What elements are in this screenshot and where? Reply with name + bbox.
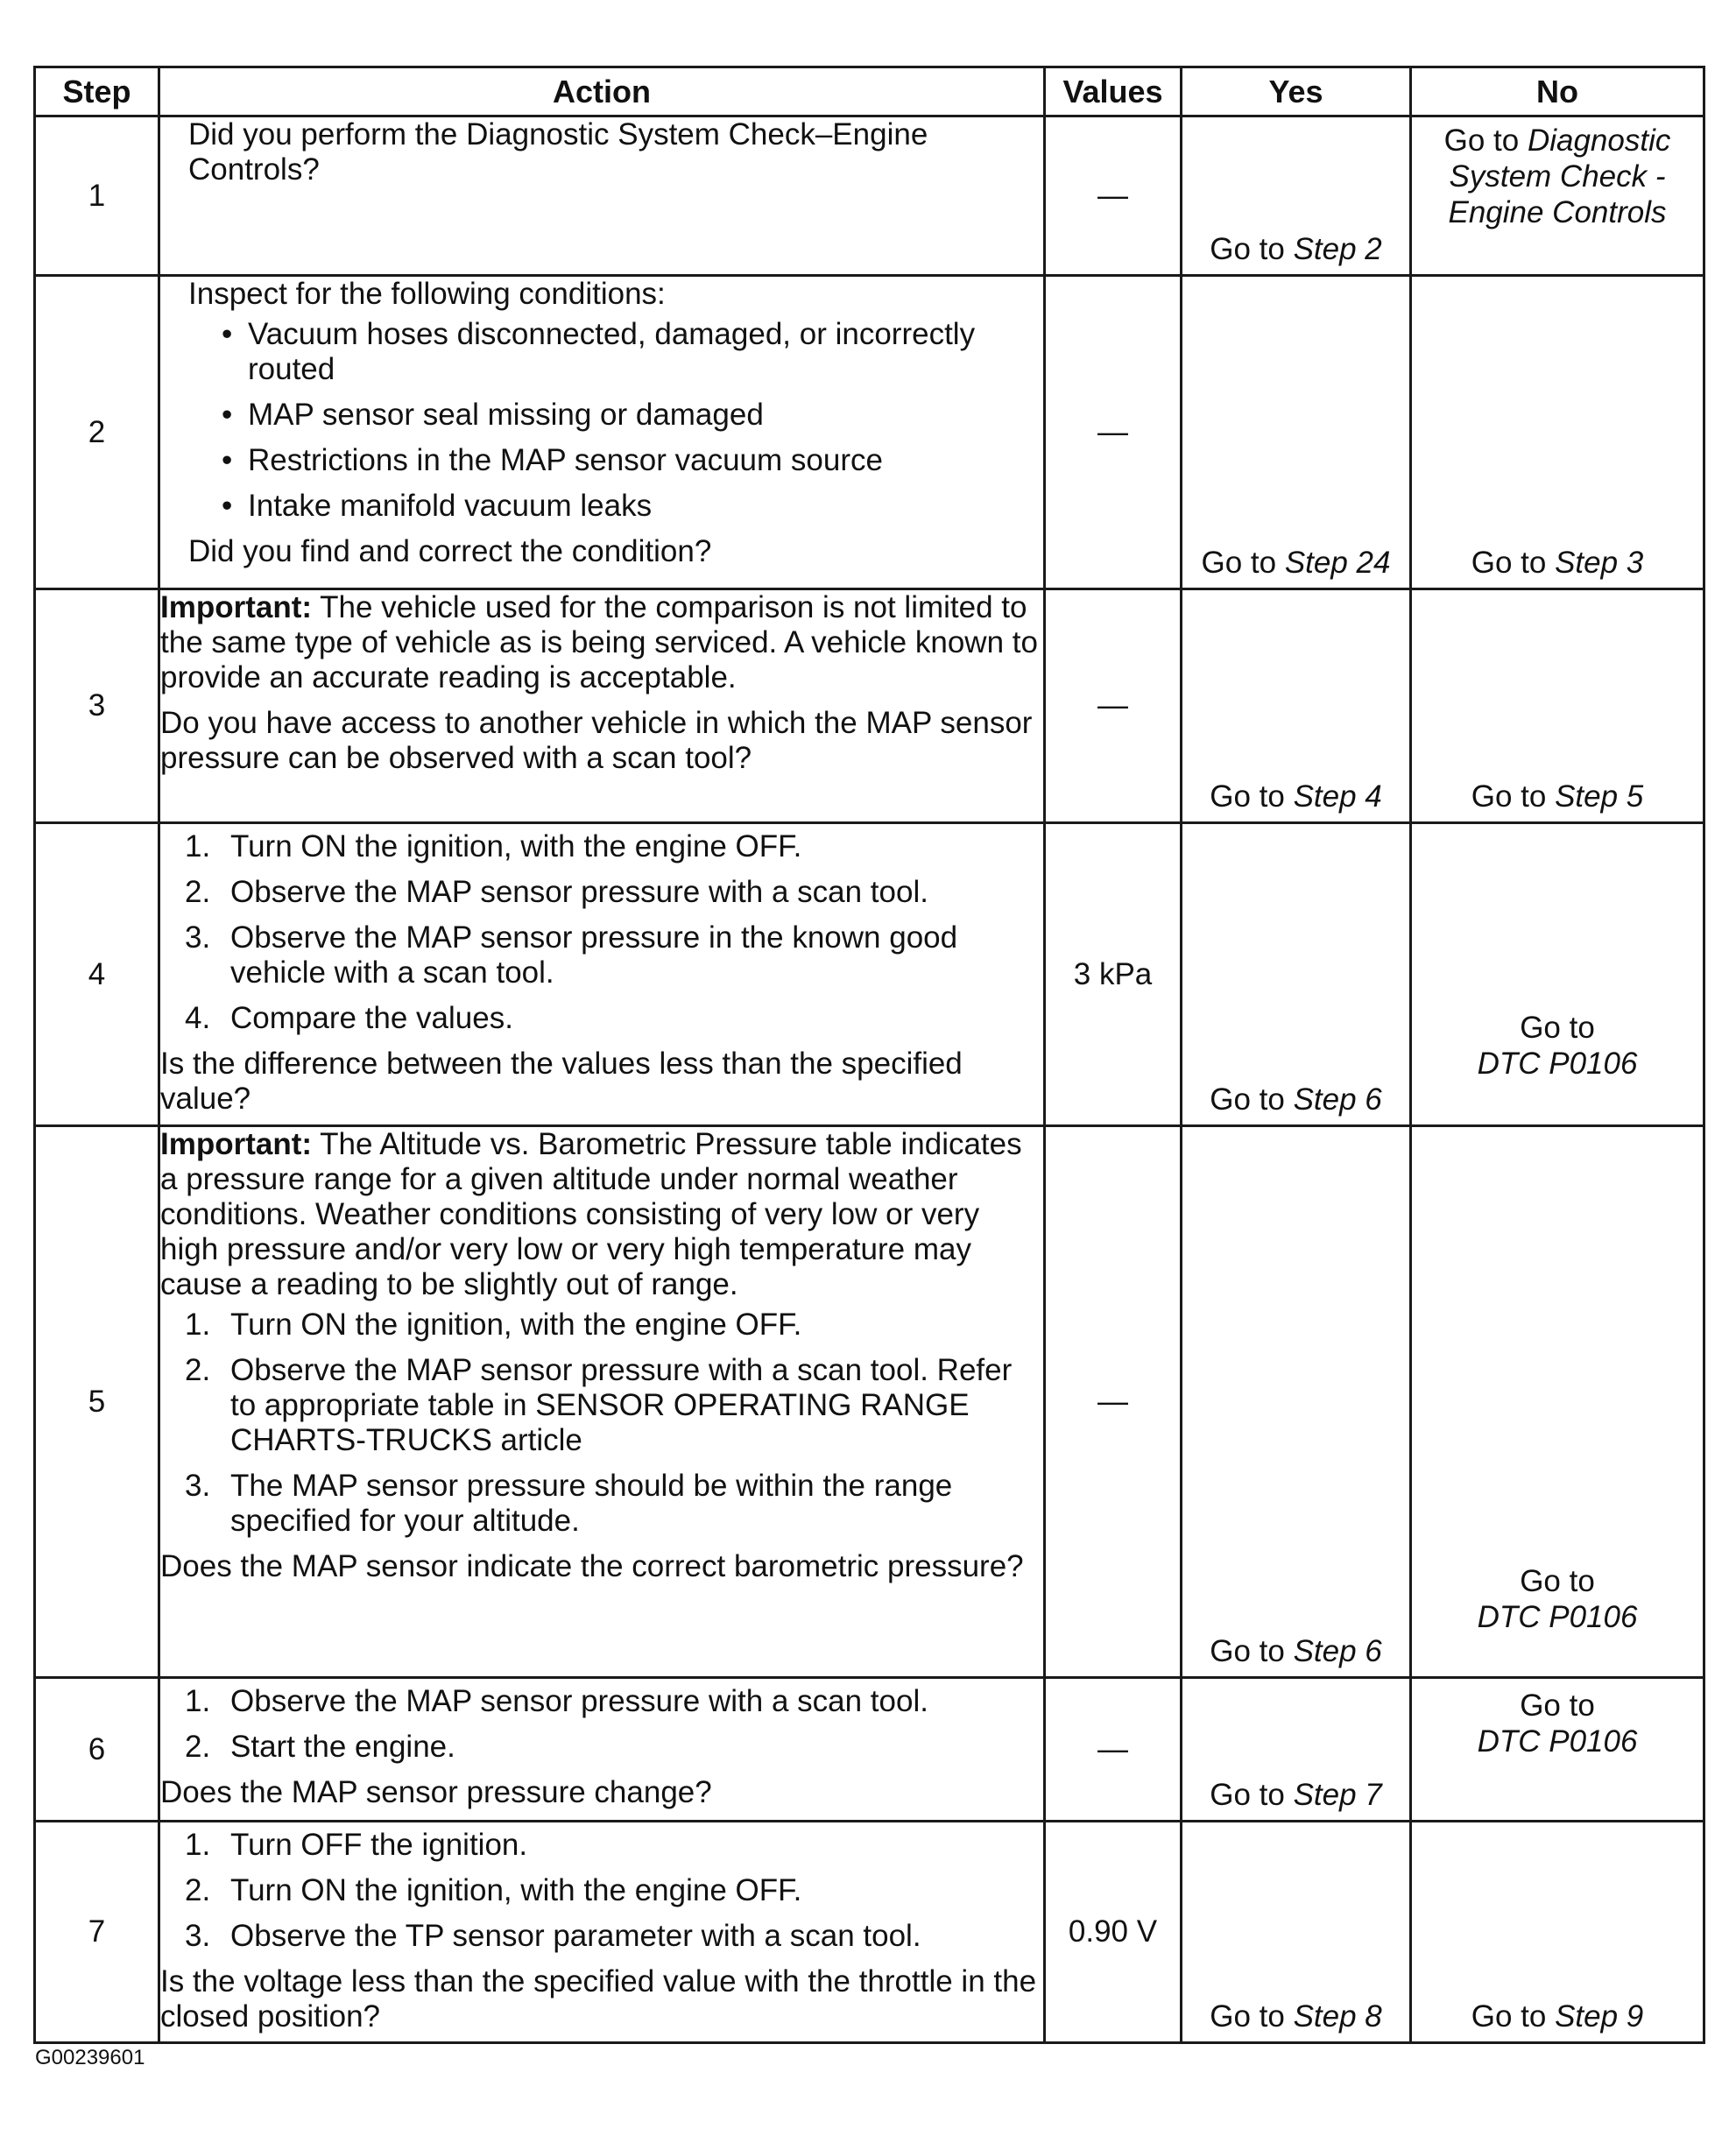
- no-prefix: Go to: [1520, 1011, 1595, 1045]
- table-row: [35, 1678, 1704, 1822]
- no-prefix: Go to: [1471, 1999, 1556, 2034]
- action-cell: [159, 589, 1045, 823]
- list-item: 1. Turn ON the ignition, with the engine OFF.: [185, 829, 802, 864]
- yes-cell: [1182, 589, 1411, 823]
- action-cell: [159, 276, 1045, 589]
- list-item: 2. Observe the MAP sensor pressure with a scan tool.: [185, 875, 928, 909]
- table-row: [35, 116, 1704, 276]
- no-link[interactable]: DTC P0106: [1477, 1724, 1638, 1759]
- yes-cell: [1182, 1126, 1411, 1678]
- no-cell: [1411, 1126, 1704, 1678]
- list-item: 2. Start the engine.: [185, 1730, 455, 1764]
- yes-cell: [1182, 823, 1411, 1126]
- figure-id: G00239601: [35, 2046, 145, 2069]
- no-cell: [1411, 1822, 1704, 2043]
- yes-prefix: Go to: [1210, 1082, 1294, 1117]
- no-cell: [1411, 1678, 1704, 1822]
- list-item: 3. Observe the TP sensor parameter with a scan tool.: [185, 1919, 921, 1953]
- list-item: • Restrictions in the MAP sensor vacuum source: [222, 443, 1043, 478]
- yes-link[interactable]: Step 6: [1293, 1634, 1382, 1668]
- no-cell: [1411, 589, 1704, 823]
- list-item: • Vacuum hoses disconnected, damaged, or incorrectly routed: [222, 317, 1043, 387]
- no-link[interactable]: Step 9: [1555, 1999, 1644, 2034]
- yes-prefix: Go to: [1201, 546, 1285, 580]
- step-number: 2: [35, 276, 159, 589]
- step-number: 7: [35, 1822, 159, 2043]
- header-step: Step: [35, 67, 159, 116]
- list-item: 3. The MAP sensor pressure should be within the range specified for your altitude.: [185, 1469, 953, 1538]
- value-cell: —: [1045, 276, 1182, 589]
- condition-list: [188, 317, 1043, 524]
- important-label: Important:: [160, 1127, 313, 1161]
- list-item: • MAP sensor seal missing or damaged: [222, 398, 1043, 433]
- step-number: 6: [35, 1678, 159, 1822]
- important-note: [160, 1127, 1043, 1302]
- important-label: Important:: [160, 590, 313, 624]
- header-yes: Yes: [1182, 67, 1411, 116]
- step-number: 1: [35, 116, 159, 276]
- list-item: 3. Observe the MAP sensor pressure in the known good vehicle with a scan tool.: [185, 920, 958, 990]
- no-cell: [1411, 116, 1704, 276]
- list-item: 1. Observe the MAP sensor pressure with a scan tool.: [185, 1684, 928, 1718]
- list-item: 2. Turn ON the ignition, with the engine OFF.: [185, 1873, 802, 1907]
- header-no: No: [1411, 67, 1704, 116]
- list-item: 1. Turn OFF the ignition.: [185, 1828, 528, 1862]
- important-note: [160, 590, 1043, 695]
- value-cell: —: [1045, 1678, 1182, 1822]
- action-question: Do you have access to another vehicle in which the MAP sensor pressure can be observed with a scan tool?: [160, 706, 1033, 775]
- yes-cell: [1182, 1678, 1411, 1822]
- diagnostic-table: [33, 66, 1705, 2044]
- yes-prefix: Go to: [1210, 779, 1294, 814]
- value-cell: —: [1045, 116, 1182, 276]
- value-cell: 3 kPa: [1045, 823, 1182, 1126]
- list-item: 1. Turn ON the ignition, with the engine OFF.: [185, 1308, 802, 1342]
- table-row: [35, 1126, 1704, 1678]
- value-cell: 0.90 V: [1045, 1822, 1182, 2043]
- header-action: Action: [159, 67, 1045, 116]
- important-text: The Altitude vs. Barometric Pressure table indicates a pressure range for a given altitude under normal weather conditions. Weather conditions consisting of very low or very high pressure and/or very low or very high temperature may cause a reading to be slightly out of range.: [160, 1127, 1022, 1301]
- action-question: Does the MAP sensor indicate the correct barometric pressure?: [160, 1549, 1024, 1583]
- no-prefix: Go to: [1520, 1688, 1595, 1723]
- action-question: Did you find and correct the condition?: [188, 534, 712, 568]
- no-link[interactable]: Diagnostic System Check - Engine Controls: [1448, 123, 1671, 229]
- no-prefix: Go to: [1471, 546, 1556, 580]
- yes-link[interactable]: Step 2: [1293, 232, 1382, 266]
- yes-link[interactable]: Step 6: [1293, 1082, 1382, 1117]
- action-cell: [159, 1126, 1045, 1678]
- no-link[interactable]: DTC P0106: [1477, 1047, 1638, 1081]
- table-row: [35, 276, 1704, 589]
- table-row: [35, 823, 1704, 1126]
- yes-prefix: Go to: [1210, 1778, 1294, 1812]
- no-link[interactable]: Step 5: [1555, 779, 1644, 814]
- no-link[interactable]: DTC P0106: [1477, 1600, 1638, 1634]
- yes-cell: [1182, 116, 1411, 276]
- value-cell: —: [1045, 1126, 1182, 1678]
- table-row: [35, 589, 1704, 823]
- list-item: • Intake manifold vacuum leaks: [222, 489, 1043, 524]
- yes-cell: [1182, 276, 1411, 589]
- no-prefix: Go to: [1471, 779, 1556, 814]
- yes-link[interactable]: Step 24: [1284, 546, 1391, 580]
- important-text: The vehicle used for the comparison is not limited to the same type of vehicle as is being serviced. A vehicle known to provide an accurate reading is acceptable.: [160, 590, 1038, 694]
- action-question: Does the MAP sensor pressure change?: [160, 1775, 712, 1809]
- yes-cell: [1182, 1822, 1411, 2043]
- step-number: 3: [35, 589, 159, 823]
- list-item: 2. Observe the MAP sensor pressure with a scan tool. Refer to appropriate table in SENSOR OPERATING RANGE CHARTS-TRUCKS article: [185, 1353, 1013, 1457]
- no-link[interactable]: Step 3: [1555, 546, 1644, 580]
- list-item: 4. Compare the values.: [185, 1001, 513, 1035]
- value-cell: —: [1045, 589, 1182, 823]
- action-text: Did you perform the Diagnostic System Check–Engine Controls?: [188, 117, 928, 187]
- no-cell: [1411, 276, 1704, 589]
- action-cell: [159, 823, 1045, 1126]
- yes-link[interactable]: Step 8: [1293, 1999, 1382, 2034]
- procedure-list: [160, 829, 1043, 1036]
- action-question: Is the difference between the values less than the specified value?: [160, 1047, 963, 1116]
- yes-prefix: Go to: [1210, 232, 1294, 266]
- header-values: Values: [1045, 67, 1182, 116]
- yes-prefix: Go to: [1210, 1634, 1294, 1668]
- no-cell: [1411, 823, 1704, 1126]
- procedure-list: [160, 1828, 1043, 1954]
- action-cell: [159, 1822, 1045, 2043]
- table-row: [35, 1822, 1704, 2043]
- no-prefix: Go to: [1520, 1564, 1595, 1598]
- action-intro: Inspect for the following conditions:: [188, 277, 666, 311]
- procedure-list: [160, 1684, 1043, 1765]
- procedure-list: [160, 1308, 1043, 1539]
- yes-prefix: Go to: [1210, 1999, 1294, 2034]
- step-number: 4: [35, 823, 159, 1126]
- step-number: 5: [35, 1126, 159, 1678]
- yes-link[interactable]: Step 7: [1293, 1778, 1382, 1812]
- action-cell: [159, 116, 1045, 276]
- action-question: Is the voltage less than the specified value with the throttle in the closed position?: [160, 1964, 1037, 2034]
- action-cell: [159, 1678, 1045, 1822]
- yes-link[interactable]: Step 4: [1293, 779, 1382, 814]
- no-prefix: Go to: [1443, 123, 1528, 158]
- header-row: [35, 67, 1704, 116]
